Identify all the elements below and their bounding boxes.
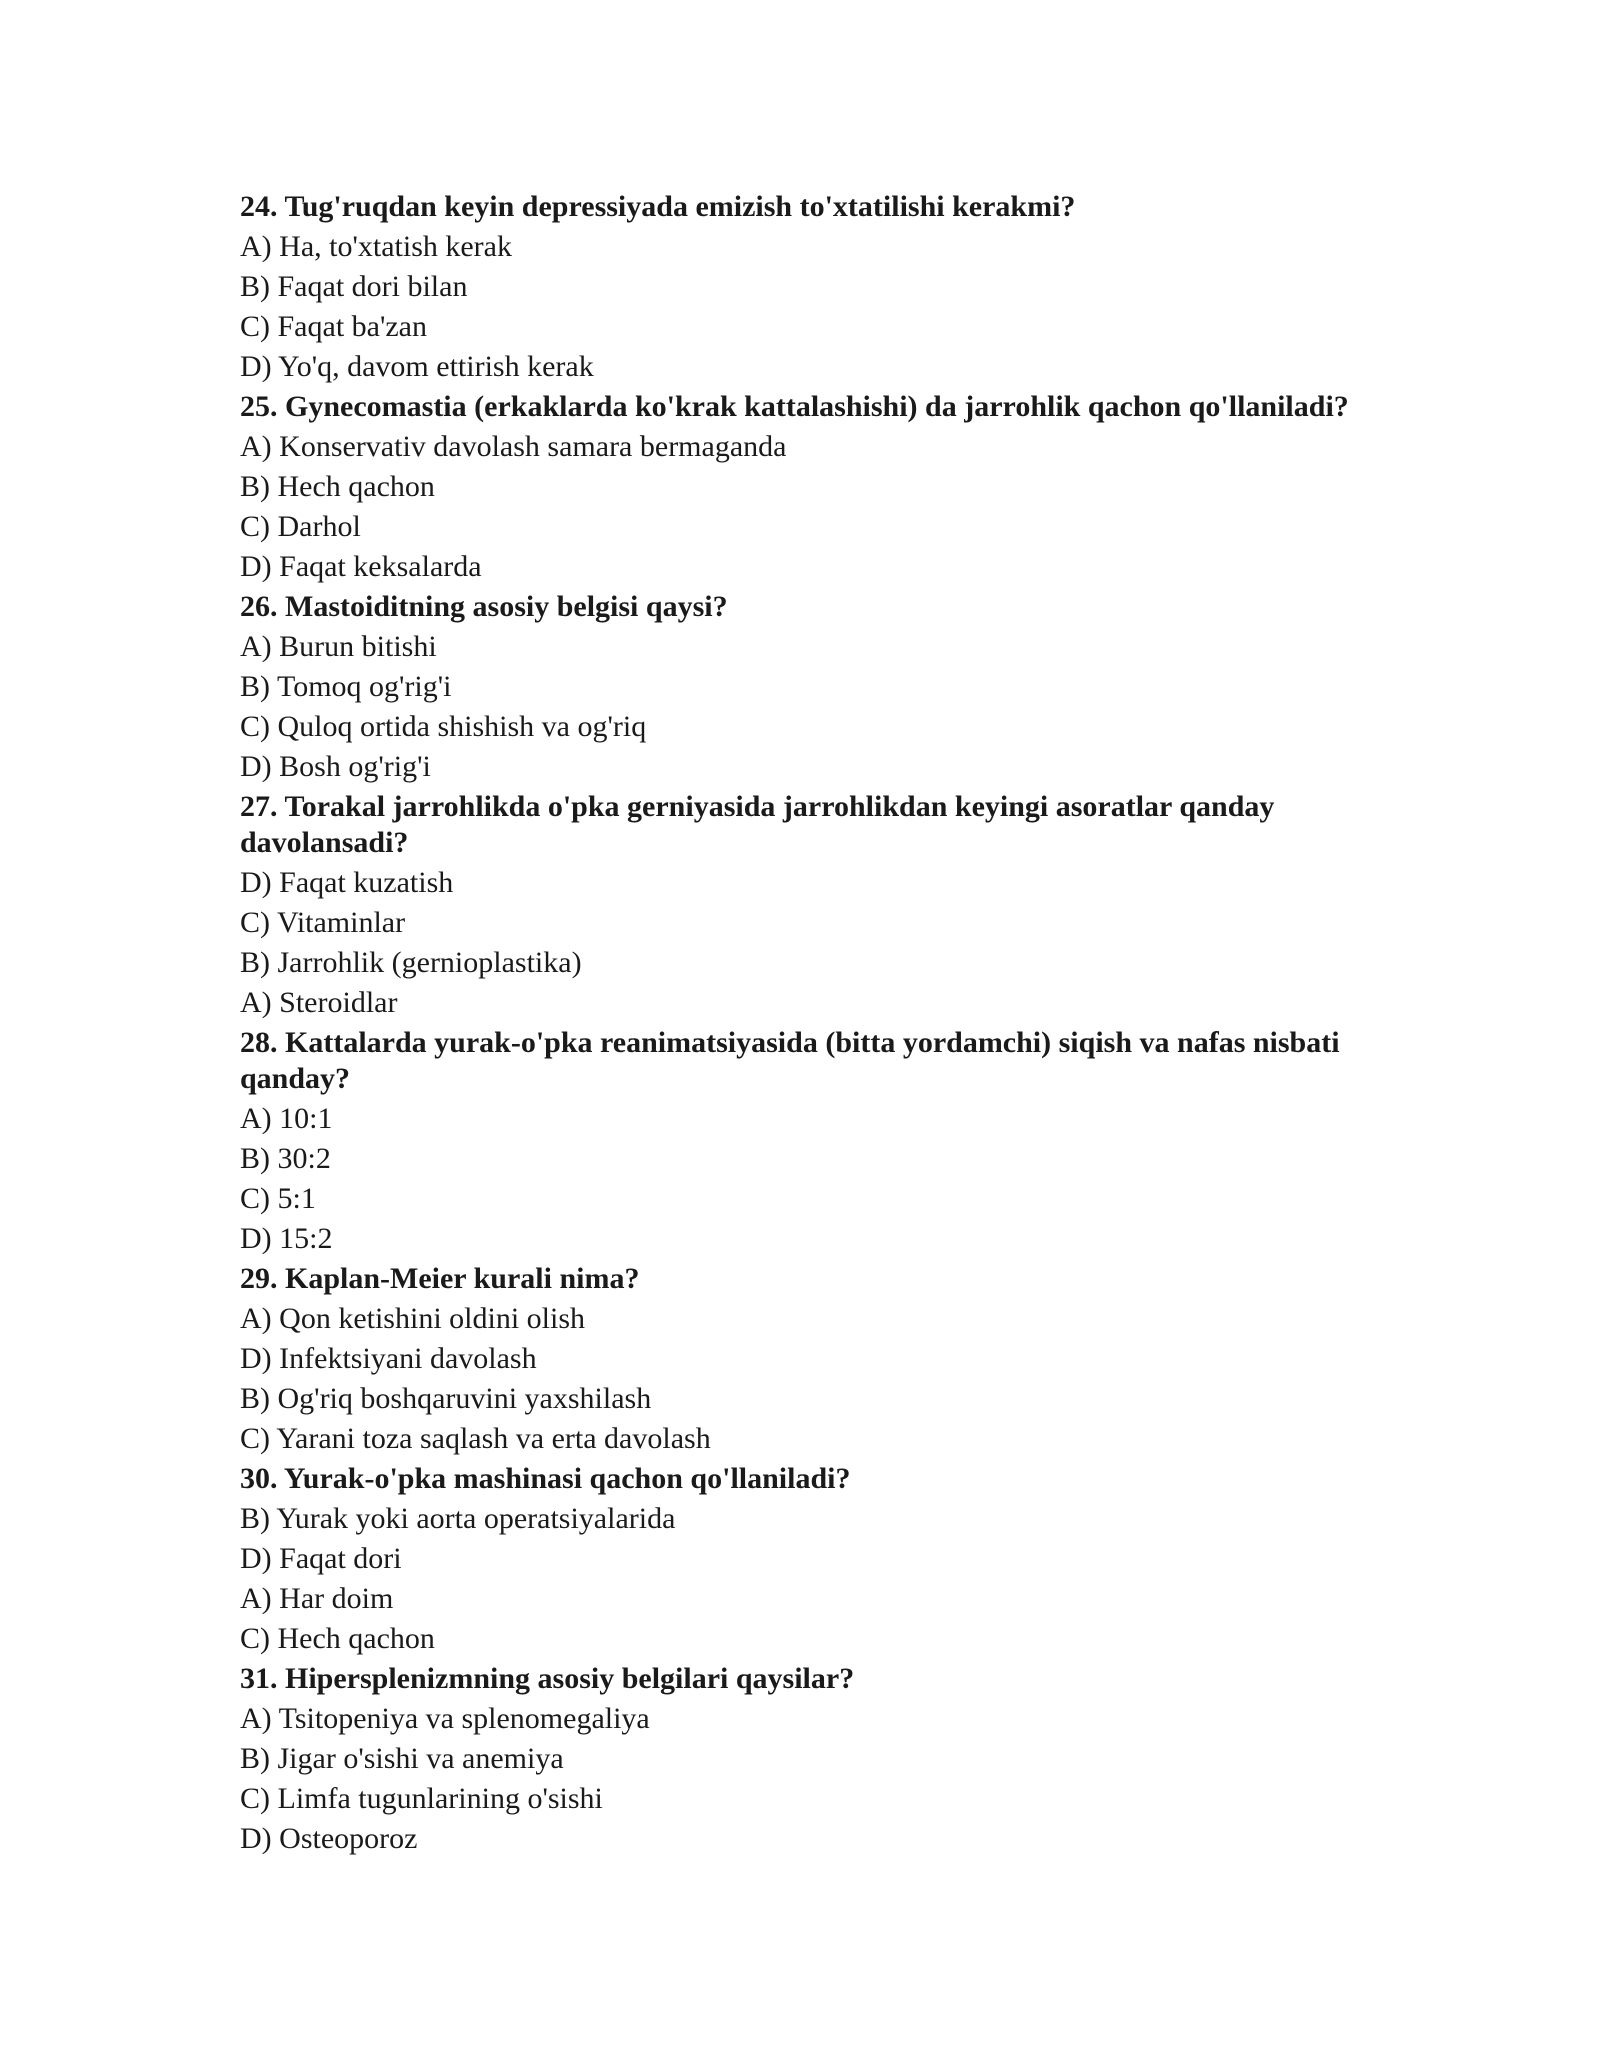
option: C) Faqat ba'zan [240,310,428,343]
question-26 [240,587,1440,787]
option: D) Faqat dori [240,1542,402,1575]
option: C) Hech qachon [240,1622,435,1655]
question-title: 25. Gynecomastia (erkaklarda ko'krak kattalashishi) da jarrohlik qachon qo'llaniladi? [240,390,1349,423]
question-31 [240,1659,1440,1859]
option: D) Yo'q, davom ettirish kerak [240,350,594,383]
option: D) Faqat kuzatish [240,866,454,899]
option: B) Faqat dori bilan [240,270,468,303]
option: A) Konservativ davolash samara bermaganda [240,430,787,463]
question-30 [240,1459,1440,1659]
question-24 [240,187,1440,387]
option: A) Qon ketishini oldini olish [240,1302,585,1335]
option: C) Darhol [240,510,361,543]
question-title: 31. Hipersplenizmning asosiy belgilari qaysilar? [240,1662,855,1695]
option: A) Steroidlar [240,986,398,1019]
question-title: 27. Torakal jarrohlikda o'pka gerniyasida jarrohlikdan keyingi asoratlar qanday davolansadi? [240,790,1275,859]
option: A) Burun bitishi [240,630,437,663]
document-page [240,187,1440,1859]
question-title: 30. Yurak-o'pka mashinasi qachon qo'llaniladi? [240,1462,851,1495]
option: B) Tomoq og'rig'i [240,670,452,703]
option: C) 5:1 [240,1182,316,1215]
option: B) 30:2 [240,1142,331,1175]
question-29 [240,1259,1440,1459]
question-28 [240,1023,1440,1259]
option: C) Limfa tugunlarining o'sishi [240,1782,603,1815]
question-title: 24. Tug'ruqdan keyin depressiyada emizish to'xtatilishi kerakmi? [240,190,1076,223]
option: C) Vitaminlar [240,906,406,939]
option: B) Hech qachon [240,470,435,503]
option: A) Ha, to'xtatish kerak [240,230,512,263]
option: C) Quloq ortida shishish va og'riq [240,710,647,743]
option: A) Tsitopeniya va splenomegaliya [240,1702,650,1735]
option: D) 15:2 [240,1222,333,1255]
option: B) Jigar o'sishi va anemiya [240,1742,564,1775]
option: A) Har doim [240,1582,394,1615]
option: B) Yurak yoki aorta operatsiyalarida [240,1502,676,1535]
question-title: 26. Mastoiditning asosiy belgisi qaysi? [240,590,728,623]
option: C) Yarani toza saqlash va erta davolash [240,1422,711,1455]
option: D) Osteoporoz [240,1822,418,1855]
option: D) Faqat keksalarda [240,550,482,583]
question-title: 28. Kattalarda yurak-o'pka reanimatsiyasida (bitta yordamchi) siqish va nafas nisbati qanday? [240,1026,1340,1095]
question-25 [240,387,1440,587]
option: A) 10:1 [240,1102,333,1135]
question-title: 29. Kaplan-Meier kurali nima? [240,1262,640,1295]
option: B) Jarrohlik (gernioplastika) [240,946,582,979]
option: B) Og'riq boshqaruvini yaxshilash [240,1382,652,1415]
option: D) Bosh og'rig'i [240,750,431,783]
question-27 [240,787,1440,1023]
option: D) Infektsiyani davolash [240,1342,537,1375]
